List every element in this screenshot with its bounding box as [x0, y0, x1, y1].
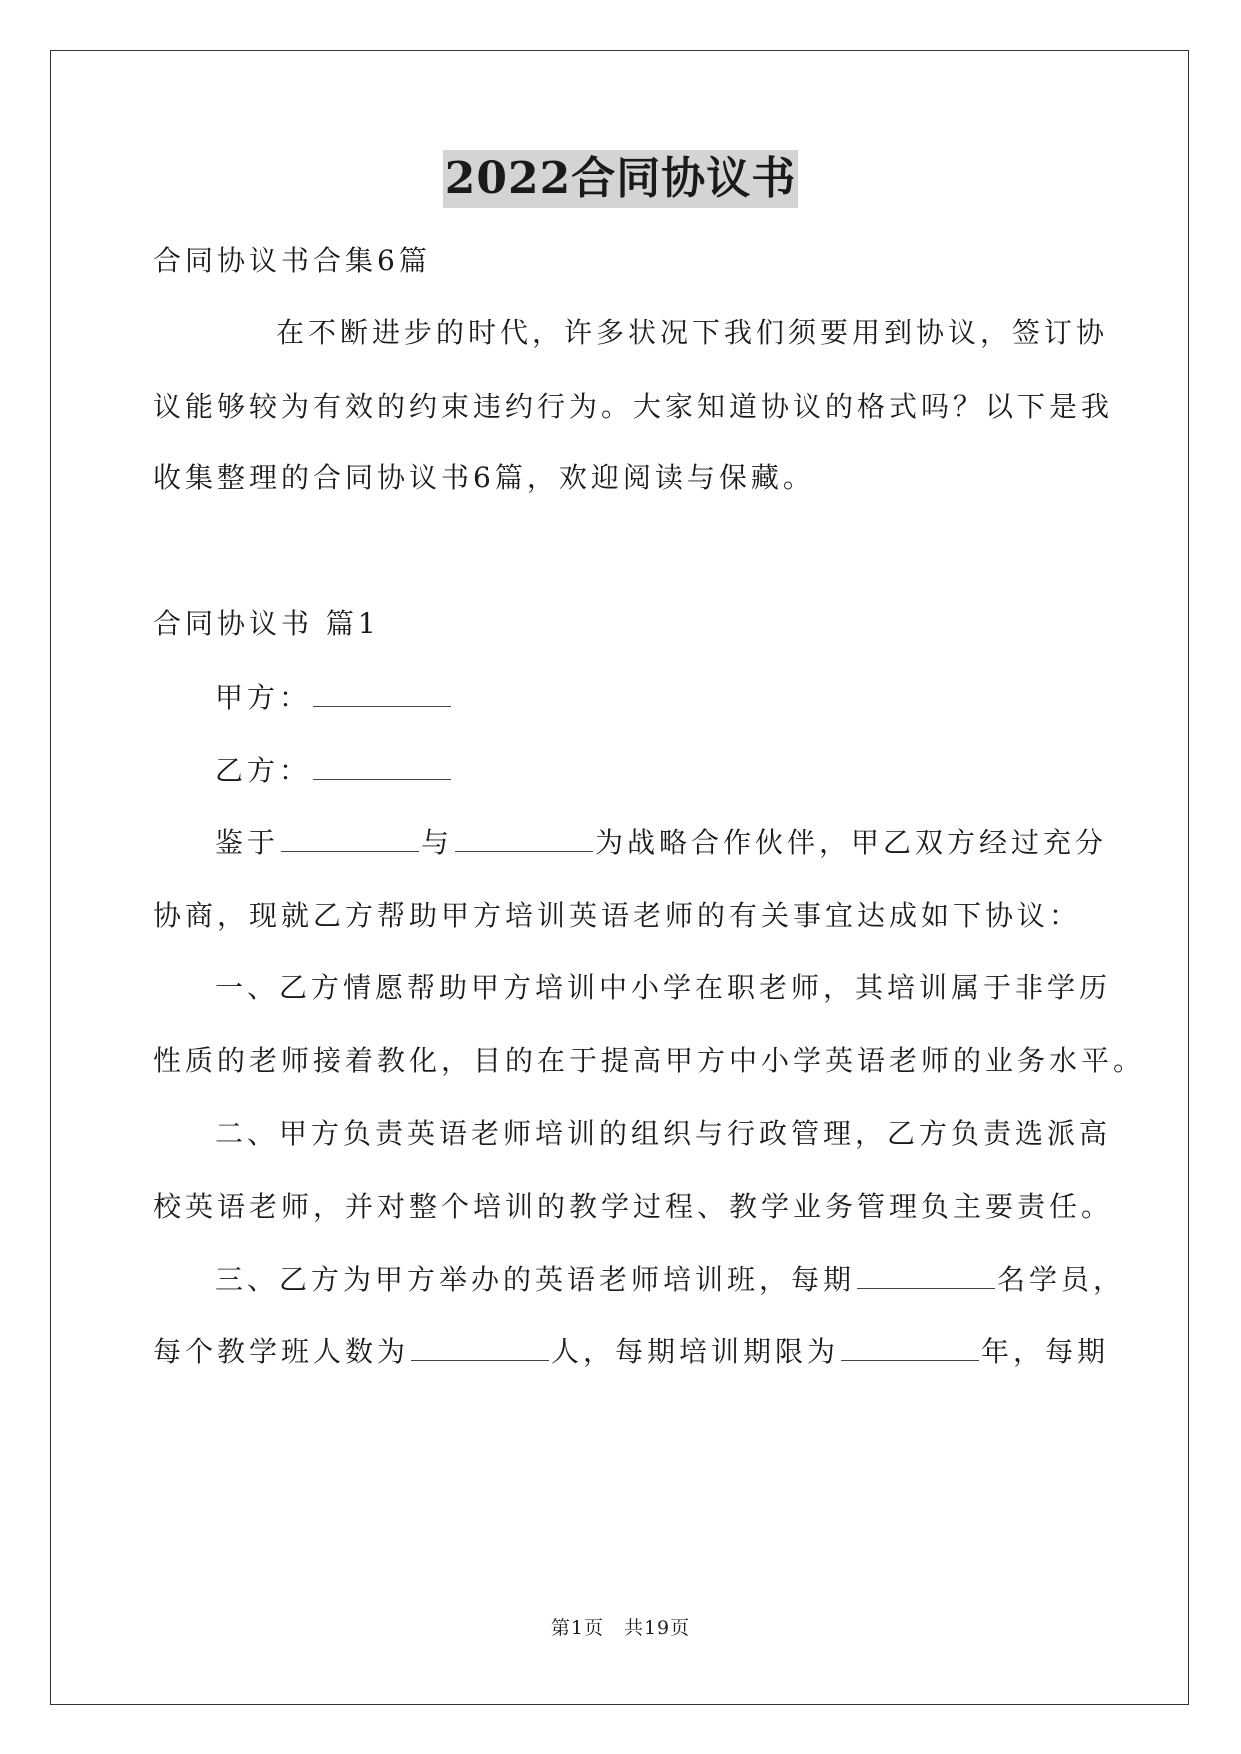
clause-intro-start: 鉴于: [215, 826, 280, 859]
blank-party-2: [455, 829, 593, 852]
clause-intro-mid: 与: [421, 826, 454, 859]
document-title: 2022合同协议书: [443, 150, 798, 208]
section-heading: 合同协议书 篇1: [153, 607, 380, 640]
party-b-label: 乙方：: [215, 754, 312, 787]
clause3-line-1: [215, 1262, 1125, 1298]
blank-class-size: [411, 1338, 549, 1361]
clause2-line-2: 校英语老师，并对整个培训的教学过程、教学业务管理负主要责任。: [153, 1190, 1114, 1223]
clause-intro-end: 为战略合作伙伴，甲乙双方经过充分: [595, 826, 1108, 859]
clause-intro-line-1: [215, 825, 1107, 861]
party-a-label: 甲方：: [215, 681, 312, 714]
clause1-line-1: 一、乙方情愿帮助甲方培训中小学在职老师，其培训属于非学历: [215, 971, 1112, 1004]
clause3-l2-start: 每个教学班人数为: [153, 1335, 410, 1368]
title-container: [0, 150, 1241, 208]
blank-duration: [841, 1338, 979, 1361]
blank-party-1: [281, 829, 419, 852]
clause2-line-1: 二、甲方负责英语老师培训的组织与行政管理，乙方负责选派高: [215, 1117, 1112, 1150]
intro-line-3: 收集整理的合同协议书6篇，欢迎阅读与保藏。: [153, 461, 815, 494]
party-b-line: [215, 753, 453, 789]
clause3-l2-end: 年，每期: [981, 1335, 1110, 1368]
clause3-l1-start: 三、乙方为甲方举办的英语老师培训班，每期: [215, 1263, 856, 1296]
clause1-line-2: 性质的老师接着教化，目的在于提高甲方中小学英语老师的业务水平。: [153, 1044, 1146, 1077]
clause3-l2-mid: 人，每期培训期限为: [551, 1335, 840, 1368]
page-border: [50, 50, 1189, 1705]
subtitle: 合同协议书合集6篇: [153, 244, 431, 277]
intro-line-1: 在不断进步的时代，许多状况下我们须要用到协议，签订协: [276, 316, 1109, 349]
clause-intro-line-2: 协商，现就乙方帮助甲方培训英语老师的有关事宜达成如下协议：: [153, 899, 1082, 932]
intro-line-2: 议能够较为有效的约束违约行为。大家知道协议的格式吗？以下是我: [153, 390, 1114, 423]
blank-students: [857, 1266, 995, 1289]
clause3-line-2: [153, 1334, 1109, 1370]
party-a-line: [215, 680, 453, 716]
page-footer: 第1页 共19页: [550, 1617, 691, 1639]
clause3-l1-end: 名学员，: [997, 1263, 1126, 1296]
party-b-blank: [313, 757, 451, 780]
party-a-blank: [313, 684, 451, 707]
